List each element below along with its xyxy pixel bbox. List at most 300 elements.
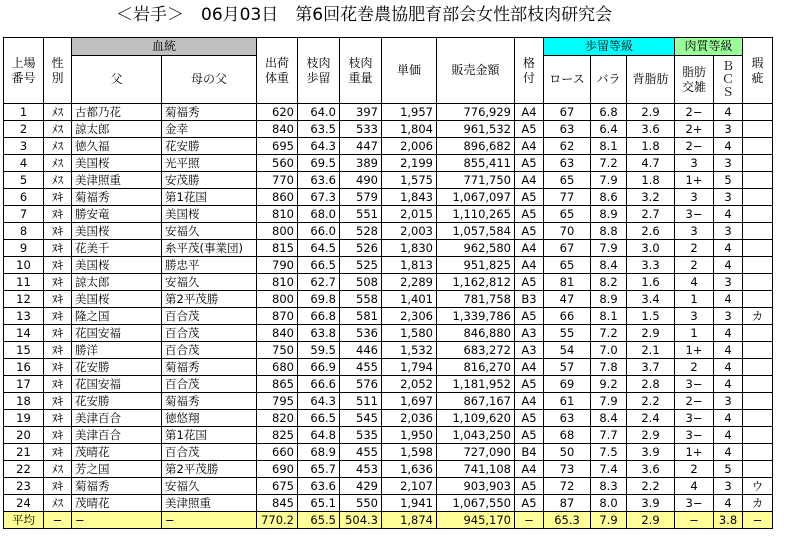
cell-carcass: 550	[340, 495, 382, 512]
cell-rib: 8.8	[591, 223, 627, 240]
cell-grade: A5	[515, 427, 544, 444]
cell-number: 2	[4, 121, 44, 138]
cell-price: 1,950	[382, 427, 437, 444]
cell-defect	[743, 189, 773, 206]
cell-mgf: 百合茂	[162, 325, 257, 342]
cell-grade: A4	[515, 359, 544, 376]
cell-sales: 846,880	[437, 325, 515, 342]
cell-price: 1,830	[382, 240, 437, 257]
cell-weight: 620	[257, 104, 298, 121]
cell-fat: 3.9	[627, 444, 675, 461]
cell-bcs: 4	[714, 376, 743, 393]
cell-grade: A5	[515, 495, 544, 512]
cell-sex: ﾇｷ	[44, 359, 72, 376]
cell-number: 8	[4, 223, 44, 240]
cell-number: 24	[4, 495, 44, 512]
cell-number: 21	[4, 444, 44, 461]
cell-fat: 2.9	[627, 325, 675, 342]
cell-bcs: 4	[714, 444, 743, 461]
cell-marbling: 3	[675, 189, 714, 206]
cell-mgf: 百合茂	[162, 376, 257, 393]
cell-weight: 865	[257, 376, 298, 393]
cell-number: 1	[4, 104, 44, 121]
cell-father: 隆之国	[72, 308, 162, 325]
cell-defect	[743, 325, 773, 342]
cell-number: 3	[4, 138, 44, 155]
cell-marbling: 2−	[675, 393, 714, 410]
cell-bcs: 3	[714, 393, 743, 410]
cell-price: 2,036	[382, 410, 437, 427]
cell-grade: A3	[515, 325, 544, 342]
cell-marbling: 1+	[675, 444, 714, 461]
table-row	[4, 410, 773, 427]
cell-mgf: 菊福秀	[162, 359, 257, 376]
cell-sex: ﾒｽ	[44, 104, 72, 121]
header-yield: 枝肉 歩留	[298, 38, 340, 104]
cell-father: 諒太郎	[72, 121, 162, 138]
cell-bcs: 4	[714, 410, 743, 427]
cell-grade: A5	[515, 274, 544, 291]
cell-yield: 64.0	[298, 104, 340, 121]
cell-weight: 810	[257, 274, 298, 291]
cell-mgf: 百合茂	[162, 308, 257, 325]
cell-bcs: 4	[714, 104, 743, 121]
cell-father: 花安勝	[72, 393, 162, 410]
cell-number: 10	[4, 257, 44, 274]
cell-carcass: 558	[340, 291, 382, 308]
cell-loin: 63	[544, 410, 591, 427]
cell-fat: 2.8	[627, 376, 675, 393]
cell-rib: 7.9	[591, 172, 627, 189]
cell-mgf: 菊福秀	[162, 393, 257, 410]
cell-yield: 66.8	[298, 308, 340, 325]
cell-number: 20	[4, 427, 44, 444]
cell-defect	[743, 104, 773, 121]
cell-sales: 776,929	[437, 104, 515, 121]
cell-sex: ﾇｷ	[44, 444, 72, 461]
cell-loin: 57	[544, 359, 591, 376]
cell-fat: 2.9	[627, 427, 675, 444]
cell-carcass: 447	[340, 138, 382, 155]
cell-grade: A4	[515, 172, 544, 189]
cell-carcass: 455	[340, 359, 382, 376]
cell-sex: −	[44, 512, 72, 529]
cell-sales: 771,750	[437, 172, 515, 189]
cell-price: 2,006	[382, 138, 437, 155]
cell-yield: 66.5	[298, 410, 340, 427]
cell-weight: 825	[257, 427, 298, 444]
cell-price: 1,794	[382, 359, 437, 376]
cell-defect	[743, 274, 773, 291]
cell-sex: ﾇｷ	[44, 410, 72, 427]
cell-grade: A5	[515, 189, 544, 206]
table-row	[4, 325, 773, 342]
cell-grade: B4	[515, 444, 544, 461]
cell-sales: 1,109,620	[437, 410, 515, 427]
cell-defect	[743, 444, 773, 461]
cell-number: 5	[4, 172, 44, 189]
cell-defect	[743, 376, 773, 393]
cell-loin: 67	[544, 104, 591, 121]
cell-grade: A4	[515, 138, 544, 155]
cell-price: 1,401	[382, 291, 437, 308]
cell-loin: 54	[544, 342, 591, 359]
cell-sex: ﾇｷ	[44, 393, 72, 410]
table-row	[4, 427, 773, 444]
cell-sex: ﾒｽ	[44, 138, 72, 155]
cell-mgf: 金幸	[162, 121, 257, 138]
cell-marbling: 4	[675, 478, 714, 495]
cell-father: 美津百合	[72, 410, 162, 427]
table-row	[4, 444, 773, 461]
cell-carcass: 533	[340, 121, 382, 138]
cell-weight: 800	[257, 223, 298, 240]
cell-sales: 727,090	[437, 444, 515, 461]
cell-defect	[743, 393, 773, 410]
cell-rib: 7.2	[591, 325, 627, 342]
cell-sex: ﾇｷ	[44, 478, 72, 495]
header-bloodline: 血統	[72, 38, 257, 56]
cell-rib: 8.1	[591, 138, 627, 155]
cell-sex: ﾒｽ	[44, 495, 72, 512]
cell-loin: 63	[544, 121, 591, 138]
cell-price: 1,580	[382, 325, 437, 342]
cell-number: 13	[4, 308, 44, 325]
cell-father: 花国安福	[72, 376, 162, 393]
cell-loin: 47	[544, 291, 591, 308]
cell-defect: カ	[743, 495, 773, 512]
cell-carcass: 446	[340, 342, 382, 359]
cell-sex: ﾇｷ	[44, 257, 72, 274]
cell-bcs: 3	[714, 308, 743, 325]
cell-carcass: 551	[340, 206, 382, 223]
cell-rib: 6.8	[591, 104, 627, 121]
cell-bcs: 4	[714, 342, 743, 359]
cell-carcass: 490	[340, 172, 382, 189]
cell-loin: 61	[544, 393, 591, 410]
cell-fat: 2.9	[627, 104, 675, 121]
table-row	[4, 138, 773, 155]
cell-number: 7	[4, 206, 44, 223]
cell-sales: 1,067,550	[437, 495, 515, 512]
cell-number: 14	[4, 325, 44, 342]
cell-carcass: 429	[340, 478, 382, 495]
cell-mgf: 第2平茂勝	[162, 291, 257, 308]
cell-number: 4	[4, 155, 44, 172]
cell-rib: 8.0	[591, 495, 627, 512]
cell-weight: 690	[257, 461, 298, 478]
table-row	[4, 155, 773, 172]
cell-bcs: 4	[714, 240, 743, 257]
cell-marbling: 3−	[675, 376, 714, 393]
cell-grade: A4	[515, 461, 544, 478]
header-number: 上場 番号	[4, 38, 44, 104]
cell-loin: 65	[544, 257, 591, 274]
cell-loin: 65	[544, 206, 591, 223]
cell-mgf: 美津照重	[162, 495, 257, 512]
cell-bcs: 3	[714, 155, 743, 172]
cell-marbling: 2	[675, 359, 714, 376]
cell-sales: 1,043,250	[437, 427, 515, 444]
cell-sex: ﾇｷ	[44, 189, 72, 206]
cell-sales: 945,170	[437, 512, 515, 529]
cell-fat: 1.8	[627, 138, 675, 155]
cell-bcs: 4	[714, 325, 743, 342]
cell-loin: 68	[544, 427, 591, 444]
cell-sex: ﾒｽ	[44, 172, 72, 189]
cell-bcs: 4	[714, 206, 743, 223]
cell-price: 2,199	[382, 155, 437, 172]
cell-father: 菊福秀	[72, 478, 162, 495]
cell-fat: 3.6	[627, 121, 675, 138]
cell-bcs: 3	[714, 223, 743, 240]
cell-defect	[743, 461, 773, 478]
cell-rib: 7.5	[591, 444, 627, 461]
cell-carcass: 545	[340, 410, 382, 427]
cell-rib: 7.4	[591, 461, 627, 478]
cell-weight: 680	[257, 359, 298, 376]
cell-mgf: 勝忠平	[162, 257, 257, 274]
cell-loin: 63	[544, 155, 591, 172]
cell-defect	[743, 223, 773, 240]
cell-marbling: 3−	[675, 427, 714, 444]
cell-rib: 7.0	[591, 342, 627, 359]
cell-carcass: 579	[340, 189, 382, 206]
cell-sales: 903,903	[437, 478, 515, 495]
cell-price: 1,941	[382, 495, 437, 512]
cell-sex: ﾇｷ	[44, 223, 72, 240]
cell-bcs: 5	[714, 461, 743, 478]
cell-bcs: 5	[714, 172, 743, 189]
cell-grade: A4	[515, 104, 544, 121]
cell-loin: 62	[544, 138, 591, 155]
cell-loin: 65	[544, 172, 591, 189]
table-row	[4, 393, 773, 410]
cell-bcs: 4	[714, 495, 743, 512]
cell-sales: 1,057,584	[437, 223, 515, 240]
cell-price: 1,804	[382, 121, 437, 138]
cell-bcs: 3	[714, 274, 743, 291]
table-row	[4, 342, 773, 359]
header-grade-yield: 歩留等級	[544, 38, 675, 56]
cell-father: 諒太郎	[72, 274, 162, 291]
cell-marbling: 3−	[675, 206, 714, 223]
cell-sales: 867,167	[437, 393, 515, 410]
table-row	[4, 240, 773, 257]
cell-sales: 1,067,097	[437, 189, 515, 206]
cell-rib: 7.9	[591, 393, 627, 410]
cell-defect: −	[743, 512, 773, 529]
cell-sales: 855,411	[437, 155, 515, 172]
cell-sex: ﾇｷ	[44, 240, 72, 257]
cell-father: 茂晴花	[72, 444, 162, 461]
cell-yield: 63.5	[298, 121, 340, 138]
cell-bcs: 3	[714, 121, 743, 138]
cell-number: 22	[4, 461, 44, 478]
cell-father: 徳久福	[72, 138, 162, 155]
cell-yield: 59.5	[298, 342, 340, 359]
cell-yield: 65.5	[298, 512, 340, 529]
cell-sales: 1,339,786	[437, 308, 515, 325]
cell-defect	[743, 342, 773, 359]
cell-yield: 62.7	[298, 274, 340, 291]
cell-loin: 66	[544, 308, 591, 325]
cell-rib: 8.6	[591, 189, 627, 206]
cell-yield: 64.3	[298, 138, 340, 155]
cell-defect	[743, 257, 773, 274]
cell-father: 美津百合	[72, 427, 162, 444]
cell-number: 19	[4, 410, 44, 427]
table-row	[4, 308, 773, 325]
cell-defect	[743, 172, 773, 189]
cell-yield: 69.5	[298, 155, 340, 172]
cell-father: 花国安福	[72, 325, 162, 342]
cell-number: 15	[4, 342, 44, 359]
cell-father: 花美千	[72, 240, 162, 257]
cell-father: 美国桜	[72, 223, 162, 240]
cell-sales: 816,270	[437, 359, 515, 376]
cell-defect	[743, 359, 773, 376]
cell-fat: 1.5	[627, 308, 675, 325]
cell-carcass: 576	[340, 376, 382, 393]
cell-father: 美国桜	[72, 291, 162, 308]
cell-carcass: 581	[340, 308, 382, 325]
cell-loin: 55	[544, 325, 591, 342]
table-row	[4, 274, 773, 291]
cell-loin: 77	[544, 189, 591, 206]
cell-yield: 63.6	[298, 172, 340, 189]
header-father: 父	[72, 56, 162, 104]
cell-marbling: 3	[675, 155, 714, 172]
cell-yield: 69.8	[298, 291, 340, 308]
cell-loin: 73	[544, 461, 591, 478]
cell-weight: 770	[257, 172, 298, 189]
cell-rib: 8.4	[591, 257, 627, 274]
cell-loin: 69	[544, 376, 591, 393]
cell-father: 花安勝	[72, 359, 162, 376]
cell-bcs: 3.8	[714, 512, 743, 529]
cell-marbling: 2+	[675, 121, 714, 138]
cell-weight: 795	[257, 393, 298, 410]
cell-yield: 66.5	[298, 257, 340, 274]
cell-carcass: 455	[340, 444, 382, 461]
cell-father: 勝洋	[72, 342, 162, 359]
cell-loin: 50	[544, 444, 591, 461]
cell-fat: 3.3	[627, 257, 675, 274]
cell-number: 18	[4, 393, 44, 410]
table-row	[4, 172, 773, 189]
cell-marbling: 3	[675, 308, 714, 325]
cell-fat: 2.1	[627, 342, 675, 359]
table-row	[4, 257, 773, 274]
table-row	[4, 359, 773, 376]
cell-marbling: 2	[675, 257, 714, 274]
cell-price: 2,306	[382, 308, 437, 325]
cell-rib: 6.4	[591, 121, 627, 138]
cell-mgf: 安福久	[162, 274, 257, 291]
cell-marbling: −	[675, 512, 714, 529]
cell-rib: 7.7	[591, 427, 627, 444]
cell-defect	[743, 138, 773, 155]
cell-mgf: 第1花国	[162, 427, 257, 444]
cell-bcs: 4	[714, 359, 743, 376]
cell-grade: A4	[515, 257, 544, 274]
cell-mgf: 美国桜	[162, 206, 257, 223]
cell-father: 茂晴花	[72, 495, 162, 512]
cell-rib: 7.2	[591, 155, 627, 172]
cell-defect: ウ	[743, 478, 773, 495]
cell-grade: −	[515, 512, 544, 529]
cell-price: 2,003	[382, 223, 437, 240]
cell-yield: 68.0	[298, 206, 340, 223]
cell-price: 1,575	[382, 172, 437, 189]
cell-carcass: 453	[340, 461, 382, 478]
cell-fat: 3.6	[627, 461, 675, 478]
cell-father: 芳之国	[72, 461, 162, 478]
cell-sales: 1,110,265	[437, 206, 515, 223]
cell-fat: 3.7	[627, 359, 675, 376]
cell-marbling: 1+	[675, 342, 714, 359]
cell-fat: 3.9	[627, 495, 675, 512]
cell-carcass: 504.3	[340, 512, 382, 529]
cell-sex: ﾒｽ	[44, 461, 72, 478]
cell-defect	[743, 410, 773, 427]
cell-fat: 4.7	[627, 155, 675, 172]
cell-yield: 66.9	[298, 359, 340, 376]
cell-rib: 8.4	[591, 410, 627, 427]
cell-fat: 2.7	[627, 206, 675, 223]
cell-mgf: −	[162, 512, 257, 529]
cell-sex: ﾇｷ	[44, 342, 72, 359]
cell-bcs: 4	[714, 138, 743, 155]
cell-weight: 845	[257, 495, 298, 512]
cell-fat: 1.8	[627, 172, 675, 189]
cell-grade: A5	[515, 478, 544, 495]
cell-bcs: 4	[714, 427, 743, 444]
cell-loin: 72	[544, 478, 591, 495]
cell-fat: 3.0	[627, 240, 675, 257]
cell-carcass: 508	[340, 274, 382, 291]
header-sales: 販売金額	[437, 38, 515, 104]
page-title: ＜岩手＞ 06月03日 第6回花巻農協肥育部会女性部枝肉研究会	[116, 5, 613, 25]
cell-grade: A5	[515, 223, 544, 240]
table-row	[4, 206, 773, 223]
cell-price: 2,052	[382, 376, 437, 393]
table-row	[4, 189, 773, 206]
cell-weight: 860	[257, 189, 298, 206]
cell-defect	[743, 240, 773, 257]
cell-price: 1,874	[382, 512, 437, 529]
cell-rib: 7.9	[591, 240, 627, 257]
cell-sales: 962,580	[437, 240, 515, 257]
cell-sales: 951,825	[437, 257, 515, 274]
cell-sex: ﾇｷ	[44, 376, 72, 393]
cell-marbling: 4	[675, 274, 714, 291]
table-row	[4, 376, 773, 393]
cell-price: 1,957	[382, 104, 437, 121]
cell-carcass: 535	[340, 427, 382, 444]
cell-fat: 3.4	[627, 291, 675, 308]
cell-mgf: 光平照	[162, 155, 257, 172]
header-mgf: 母の父	[162, 56, 257, 104]
cell-price: 2,015	[382, 206, 437, 223]
header-grade-meat: 肉質等級	[675, 38, 743, 56]
cell-fat: 2.6	[627, 223, 675, 240]
cell-sex: ﾒｽ	[44, 121, 72, 138]
cell-fat: 3.2	[627, 189, 675, 206]
cell-weight: 800	[257, 291, 298, 308]
cell-weight: 870	[257, 308, 298, 325]
